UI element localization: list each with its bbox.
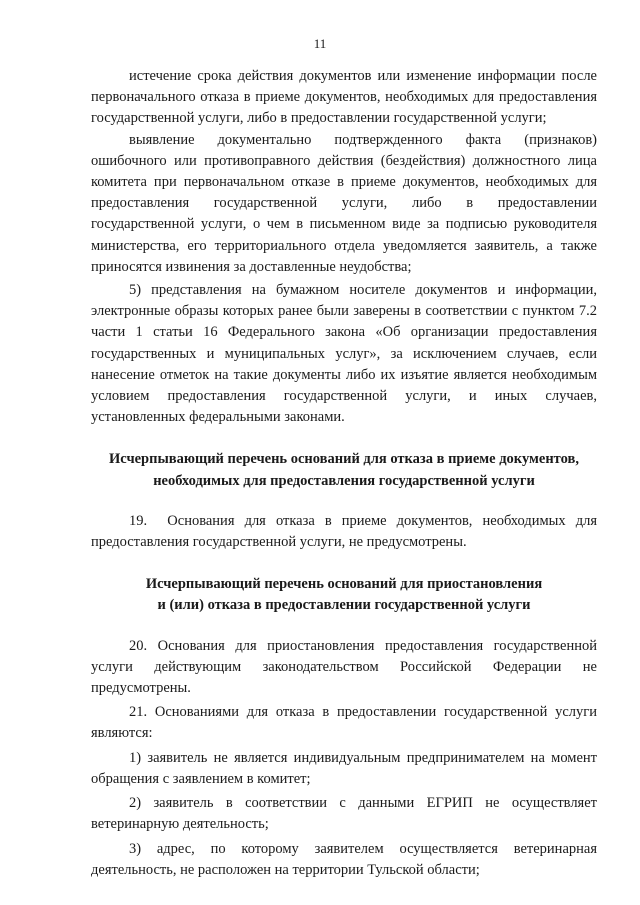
document-body bbox=[91, 66, 597, 881]
list-item-2: 2) заявитель в соответствии с данными ЕГРИП не осуществляет ветеринарную деятельность; bbox=[91, 795, 597, 833]
heading-line: Исчерпывающий перечень оснований для приостановления bbox=[145, 576, 543, 593]
paragraph-item-5: 5) представления на бумажном носителе документов и информации, электронные образы которых ранее были заверены в соответствии с пунктом 7.2 части 1 статьи 16 Федерального закона «Об организации предоставления государственных и муниципальных услуг», за исключением случаев, если нанесение отметок на такие документы либо их изъятие является необходимым условием предоставления государственной услуги, и иных случаев, установленных федеральными законами. bbox=[91, 282, 597, 426]
section-heading-refusal-documents bbox=[91, 449, 597, 491]
heading-line: необходимых для предоставления государственной услуги bbox=[153, 472, 535, 489]
paragraph-19: 19. Основания для отказа в приеме документов, необходимых для предоставления государственной услуги, не предусмотрены. bbox=[91, 512, 597, 551]
page-number: 11 bbox=[313, 36, 327, 51]
section-heading-suspension-refusal bbox=[91, 574, 597, 616]
paragraph-21: 21. Основаниями для отказа в предоставлении государственной услуги являются: bbox=[91, 704, 597, 742]
heading-line: и (или) отказа в предоставлении государственной услуги bbox=[157, 597, 531, 614]
paragraph-expiry: истечение срока действия документов или изменение информации после первоначального отказа в приеме документов, необходимых для предоставления государственной услуги, либо в предоставлении государственной услуги; bbox=[91, 68, 597, 127]
list-item-1: 1) заявитель не является индивидуальным предпринимателем на момент обращения с заявлением в комитет; bbox=[91, 749, 597, 787]
heading-line: Исчерпывающий перечень оснований для отказа в приеме документов, bbox=[109, 451, 579, 468]
paragraph-erroneous-action: выявление документально подтвержденного факта (признаков) ошибочного или противоправного действия (бездействия) должностного лица комитета при первоначальном отказе в приеме документов, необходимых для предоставления государственной услуги, либо в предоставлении государственной услуги, о чем в письменном виде за подписью руководителя министерства, его территориального отдела уведомляется заявитель, а также приносятся извинения за доставленные неудобства; bbox=[91, 131, 597, 275]
paragraph-20: 20. Основания для приостановления предоставления государственной услуги действующим законодательством Российской Федерации не предусмотрены. bbox=[91, 637, 597, 697]
list-item-3: 3) адрес, по которому заявителем осуществляется ветеринарная деятельность, не расположен на территории Тульской области; bbox=[91, 840, 597, 878]
